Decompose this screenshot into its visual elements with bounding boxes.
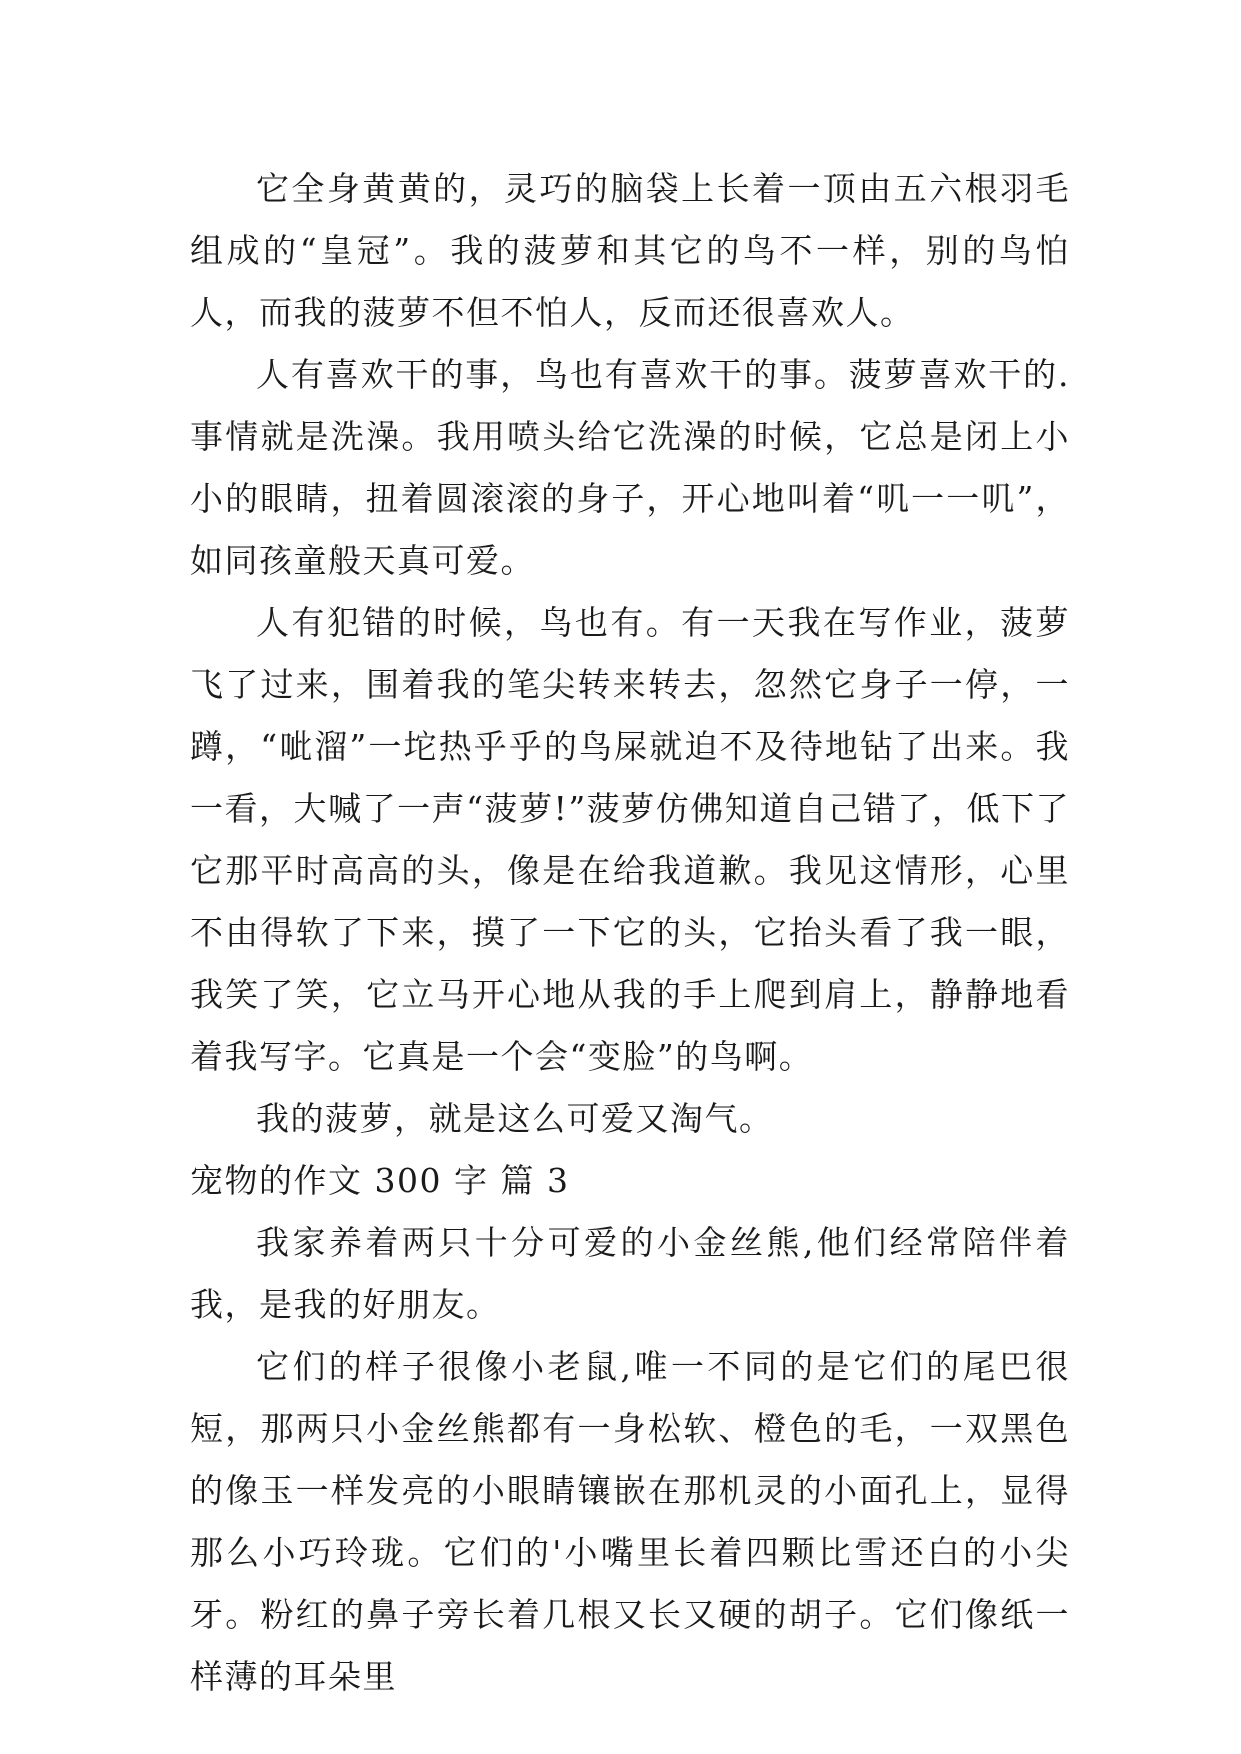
- paragraph: 人有喜欢干的事，鸟也有喜欢干的事。菠萝喜欢干的.事情就是洗澡。我用喷头给它洗澡的时候，它总是闭上小小的眼睛，扭着圆滚滚的身子，开心地叫着“叽一一叽”，如同孩童般天真可爱。: [190, 355, 1070, 580]
- document-body: [190, 158, 1070, 1708]
- paragraph: 我家养着两只十分可爱的小金丝熊,他们经常陪伴着我，是我的好朋友。: [190, 1223, 1070, 1324]
- paragraph: 我的菠萝，就是这么可爱又淘气。: [256, 1099, 774, 1138]
- paragraph: 它们的样子很像小老鼠,唯一不同的是它们的尾巴很短，那两只小金丝熊都有一身松软、橙色的毛，一双黑色的像玉一样发亮的小眼睛镶嵌在那机灵的小面孔上，显得那么小巧玲珑。它们的'小嘴里长着四颗比雪还白的小尖牙。粉红的鼻子旁长着几根又长又硬的胡子。它们像纸一样薄的耳朵里: [190, 1347, 1070, 1696]
- paragraph: 人有犯错的时候，鸟也有。有一天我在写作业，菠萝飞了过来，围着我的笔尖转来转去，忽然它身子一停，一蹲，“呲溜”一坨热乎乎的鸟屎就迫不及待地钻了出来。我一看，大喊了一声“菠萝!”菠萝仿佛知道自己错了，低下了它那平时高高的头，像是在给我道歉。我见这情形，心里不由得软了下来，摸了一下它的头，它抬头看了我一眼，我笑了笑，它立马开心地从我的手上爬到肩上，静静地看着我写字。它真是一个会“变脸”的鸟啊。: [190, 603, 1070, 1076]
- section-heading: 宠物的作文 300 字 篇 3: [190, 1161, 570, 1200]
- paragraph: 它全身黄黄的，灵巧的脑袋上长着一顶由五六根羽毛组成的“皇冠”。我的菠萝和其它的鸟不一样，别的鸟怕人，而我的菠萝不但不怕人，反而还很喜欢人。: [190, 169, 1070, 332]
